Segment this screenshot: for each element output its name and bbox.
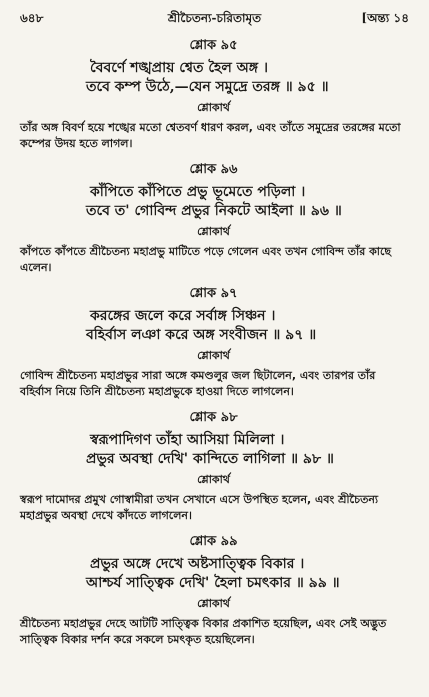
verse-block (20, 532, 407, 648)
translation-text: স্বরূপ দামোদর প্রমুখ গোস্বামীরা তখন সেখানে এসে উপস্থিত হলেন, এবং শ্রীচৈতন্য মহাপ্রভুর অবস্থা দেখে কাঁদতে লাগলেন। (20, 493, 379, 522)
verse-line: স্বরূপাদিগণ তাঁহা আসিয়া মিলিলা । (90, 432, 285, 448)
verse-heading: শ্লোক ৯৯ (189, 534, 238, 549)
translation-text: গোবিন্দ শ্রীচৈতন্য মহাপ্রভুর সারা অঙ্গে কমণ্ডলুর জল ছিটালেন, এবং তারপর তাঁর বহির্বাস নিয়ে তিনি শ্রীচৈতন্য মহাপ্রভুকে হাওয়া দিতে লাগলেন। (20, 369, 376, 398)
translation-text: কাঁপতে কাঁপতে শ্রীচৈতন্য মহাপ্রভু মাটিতে পড়ে গেলেন এবং তখন গোবিন্দ তাঁর কাছে এলেন। (20, 245, 392, 274)
translation-label: শ্লোকার্থ (197, 225, 230, 238)
verse-heading: শ্লোক ৯৭ (189, 286, 238, 301)
verse-line: আশ্চর্য সাত্ত্বিক দেখি' হৈলা চমৎকার ॥ ৯৯ ॥ (86, 575, 340, 591)
translation-label: শ্লোকার্থ (197, 597, 230, 610)
chapter-reference: [অন্ত্য ১৪ (361, 11, 409, 25)
verse-line: বহির্বাস লঞা করে অঙ্গ সংবীজন ॥ ৯৭ ॥ (86, 327, 317, 343)
verse-block (20, 36, 407, 152)
verse-heading: শ্লোক ৯৫ (189, 38, 238, 53)
verse-line: কাঁপিতে কাঁপিতে প্রভু ভূমেতে পড়িলা । (90, 184, 306, 200)
book-title: শ্রীচৈতন্য-চরিতামৃত (167, 11, 262, 25)
page-content (20, 34, 407, 656)
verse-heading: শ্লোক ৯৮ (189, 410, 238, 425)
translation-label: শ্লোকার্থ (197, 101, 230, 114)
verse-block (20, 408, 407, 524)
translation-text: শ্রীচৈতন্য মহাপ্রভুর দেহে আটটি সাত্ত্বিক বিকার প্রকাশিত হয়েছিল, এবং সেই অদ্ভুত সাত্ত্বিক বিকার দর্শন করে সকলে চমৎকৃত হয়েছিলেন। (20, 617, 387, 646)
verse-line: বৈবর্ণে শঙ্খপ্রায় শ্বেত হৈল অঙ্গ । (90, 60, 268, 76)
translation-label: শ্লোকার্থ (197, 349, 230, 362)
translation-label: শ্লোকার্থ (197, 473, 230, 486)
page-number: ৬৪৮ (20, 11, 44, 25)
verse-line: করঙ্গের জলে করে সর্বাঙ্গ সিঞ্চন । (90, 308, 276, 324)
verse-line: তবে কম্প উঠে,—যেন সমুদ্রে তরঙ্গ ॥ ৯৫ ॥ (86, 79, 329, 95)
running-header (20, 10, 409, 30)
verse-line: তবে ত' গোবিন্দ প্রভুর নিকটে আইলা ॥ ৯৬ ॥ (86, 203, 342, 219)
verse-line: প্রভুর অবস্থা দেখি' কান্দিতে লাগিলা ॥ ৯৮ ॥ (86, 451, 334, 467)
translation-text: তাঁর অঙ্গ বিবর্ণ হয়ে শঙ্খের মতো শ্বেতবর্ণ ধারণ করল, এবং তাঁতে সমুদ্রের তরঙ্গের মতো কম্পের উদয় হতে লাগল। (20, 121, 401, 150)
verse-line: প্রভুর অঙ্গে দেখে অষ্টসাত্ত্বিক বিকার । (90, 556, 305, 572)
verse-heading: শ্লোক ৯৬ (189, 162, 238, 177)
verse-block (20, 160, 407, 276)
verse-block (20, 284, 407, 400)
